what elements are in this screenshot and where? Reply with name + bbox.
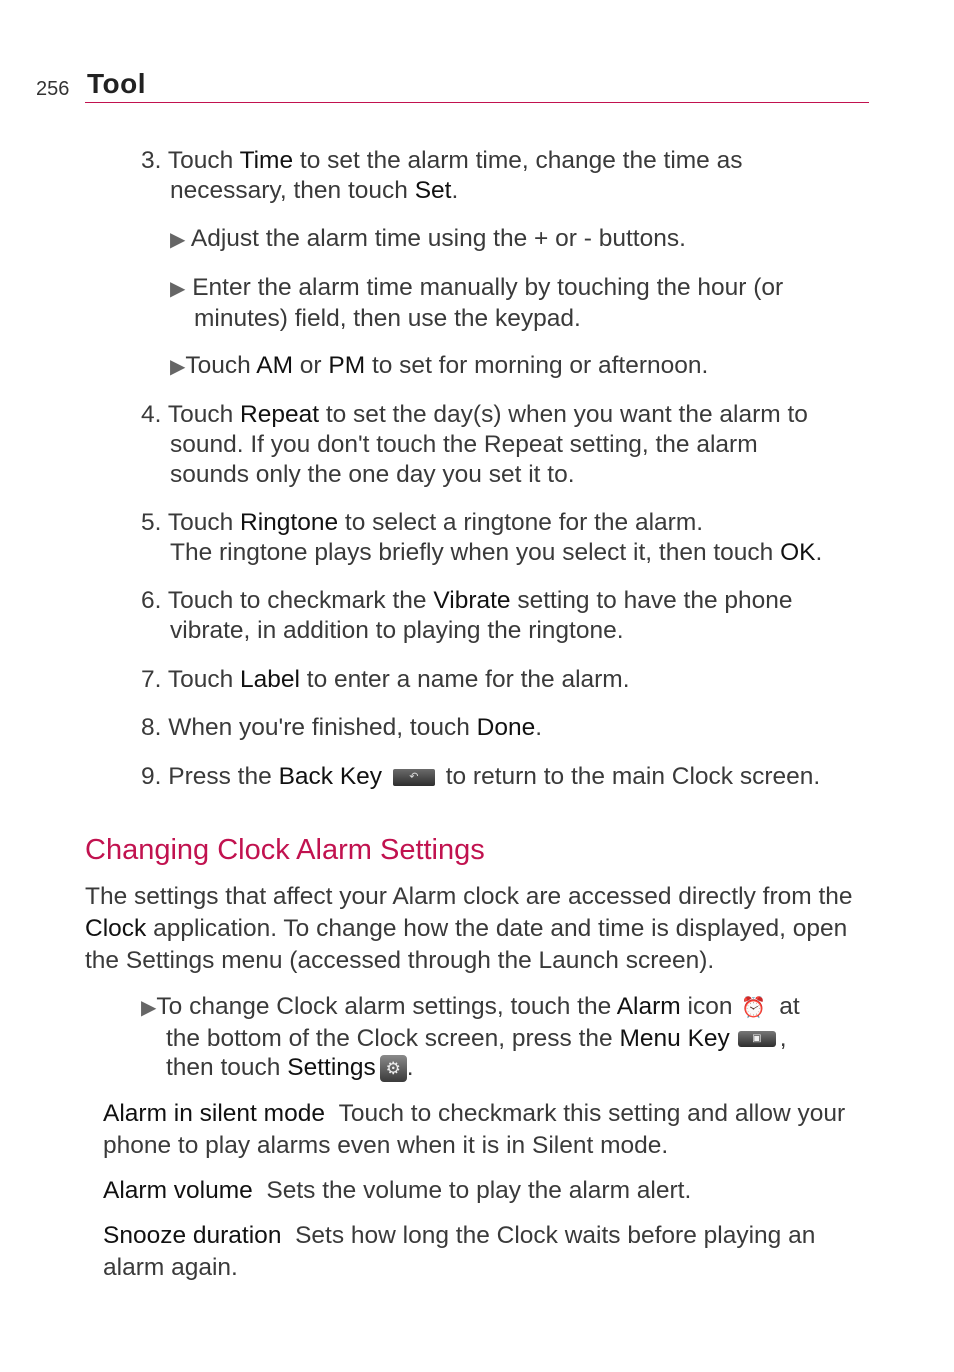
keyword-clock: Clock <box>85 915 147 942</box>
header-title: Tool <box>87 68 147 99</box>
keyword-time: Time <box>239 147 294 174</box>
keyword-settings: Settings <box>287 1054 376 1081</box>
step-7: 7. Touch Label to enter a name for the alarm. <box>141 666 630 693</box>
definition-desc: Touch to checkmark this setting and allow your phone to play alarms even when it is in Silent mode. <box>103 1100 846 1159</box>
menu-key-icon: ▣ <box>738 1031 776 1047</box>
keyword-pm: PM <box>328 352 366 379</box>
definition-term: Alarm volume <box>103 1177 253 1204</box>
keyword-vibrate: Vibrate <box>433 587 511 614</box>
step-8: 8. When you're finished, touch Done. <box>141 714 543 741</box>
keyword-back-key: Back Key <box>278 763 383 790</box>
step-9: 9. Press the Back Key ↶ to return to the main Clock screen. <box>141 763 821 790</box>
keyword-alarm: Alarm <box>616 993 681 1020</box>
bullet-arrow-icon: ▶ <box>170 229 186 251</box>
keyword-am: AM <box>256 352 293 379</box>
bullet-am-pm: ▶Touch AM or PM to set for morning or afternoon. <box>170 352 709 379</box>
definition-snooze-duration <box>103 1220 873 1284</box>
alarm-clock-icon: ⏰ <box>741 996 766 1019</box>
settings-gear-icon: ⚙ <box>380 1055 407 1082</box>
keyword-ok: OK <box>780 539 816 566</box>
bullet-adjust-time: ▶ Adjust the alarm time using the + or - buttons. <box>170 225 686 252</box>
definition-term: Snooze duration <box>103 1222 282 1249</box>
definition-alarm-silent-mode <box>103 1098 873 1162</box>
step-6: 6. Touch to checkmark the Vibrate setting to have the phone vibrate, in addition to playing the ringtone. <box>141 587 793 644</box>
keyword-done: Done <box>476 714 536 741</box>
definition-alarm-volume <box>103 1175 873 1207</box>
definition-term: Alarm in silent mode <box>103 1100 325 1127</box>
keyword-set: Set <box>414 177 452 204</box>
bullet-arrow-icon: ▶ <box>170 278 186 300</box>
bullet-arrow-icon: ▶ <box>170 356 186 378</box>
step-5: 5. Touch Ringtone to select a ringtone for the alarm. The ringtone plays briefly when you select it, then touch OK. <box>141 509 823 566</box>
page-number: 256 <box>36 78 70 100</box>
keyword-label: Label <box>240 666 300 693</box>
definition-desc: Sets how long the Clock waits before playing an alarm again. <box>103 1222 816 1281</box>
bullet-arrow-icon: ▶ <box>141 997 157 1019</box>
section-title: Changing Clock Alarm Settings <box>85 834 485 866</box>
keyword-ringtone: Ringtone <box>240 509 339 536</box>
step-3: 3. Touch Time to set the alarm time, change the time as necessary, then touch Set. <box>141 147 743 204</box>
keyword-repeat: Repeat <box>240 401 320 428</box>
keyword-menu-key: Menu Key <box>619 1024 730 1052</box>
definition-desc: Sets the volume to play the alarm alert. <box>266 1177 692 1204</box>
bullet-clock-settings: ▶To change Clock alarm settings, touch the Alarm icon ⏰ at the bottom of the Clock screen, press the Menu Key ▣ , then touch Settings ⚙ . <box>141 993 800 1081</box>
header-rule <box>85 102 869 103</box>
bullet-enter-time: ▶ Enter the alarm time manually by touching the hour (or minutes) field, then use the keypad. <box>170 274 784 332</box>
section-paragraph: The settings that affect your Alarm clock are accessed directly from the Clock application. To change how the date and time is displayed, open the Settings menu (accessed through the Launch screen). <box>85 883 853 974</box>
back-key-icon: ↶ <box>393 769 435 786</box>
step-4: 4. Touch Repeat to set the day(s) when you want the alarm to sound. If you don't touch the Repeat setting, the alarm sounds only the one day you set it to. <box>141 401 808 488</box>
